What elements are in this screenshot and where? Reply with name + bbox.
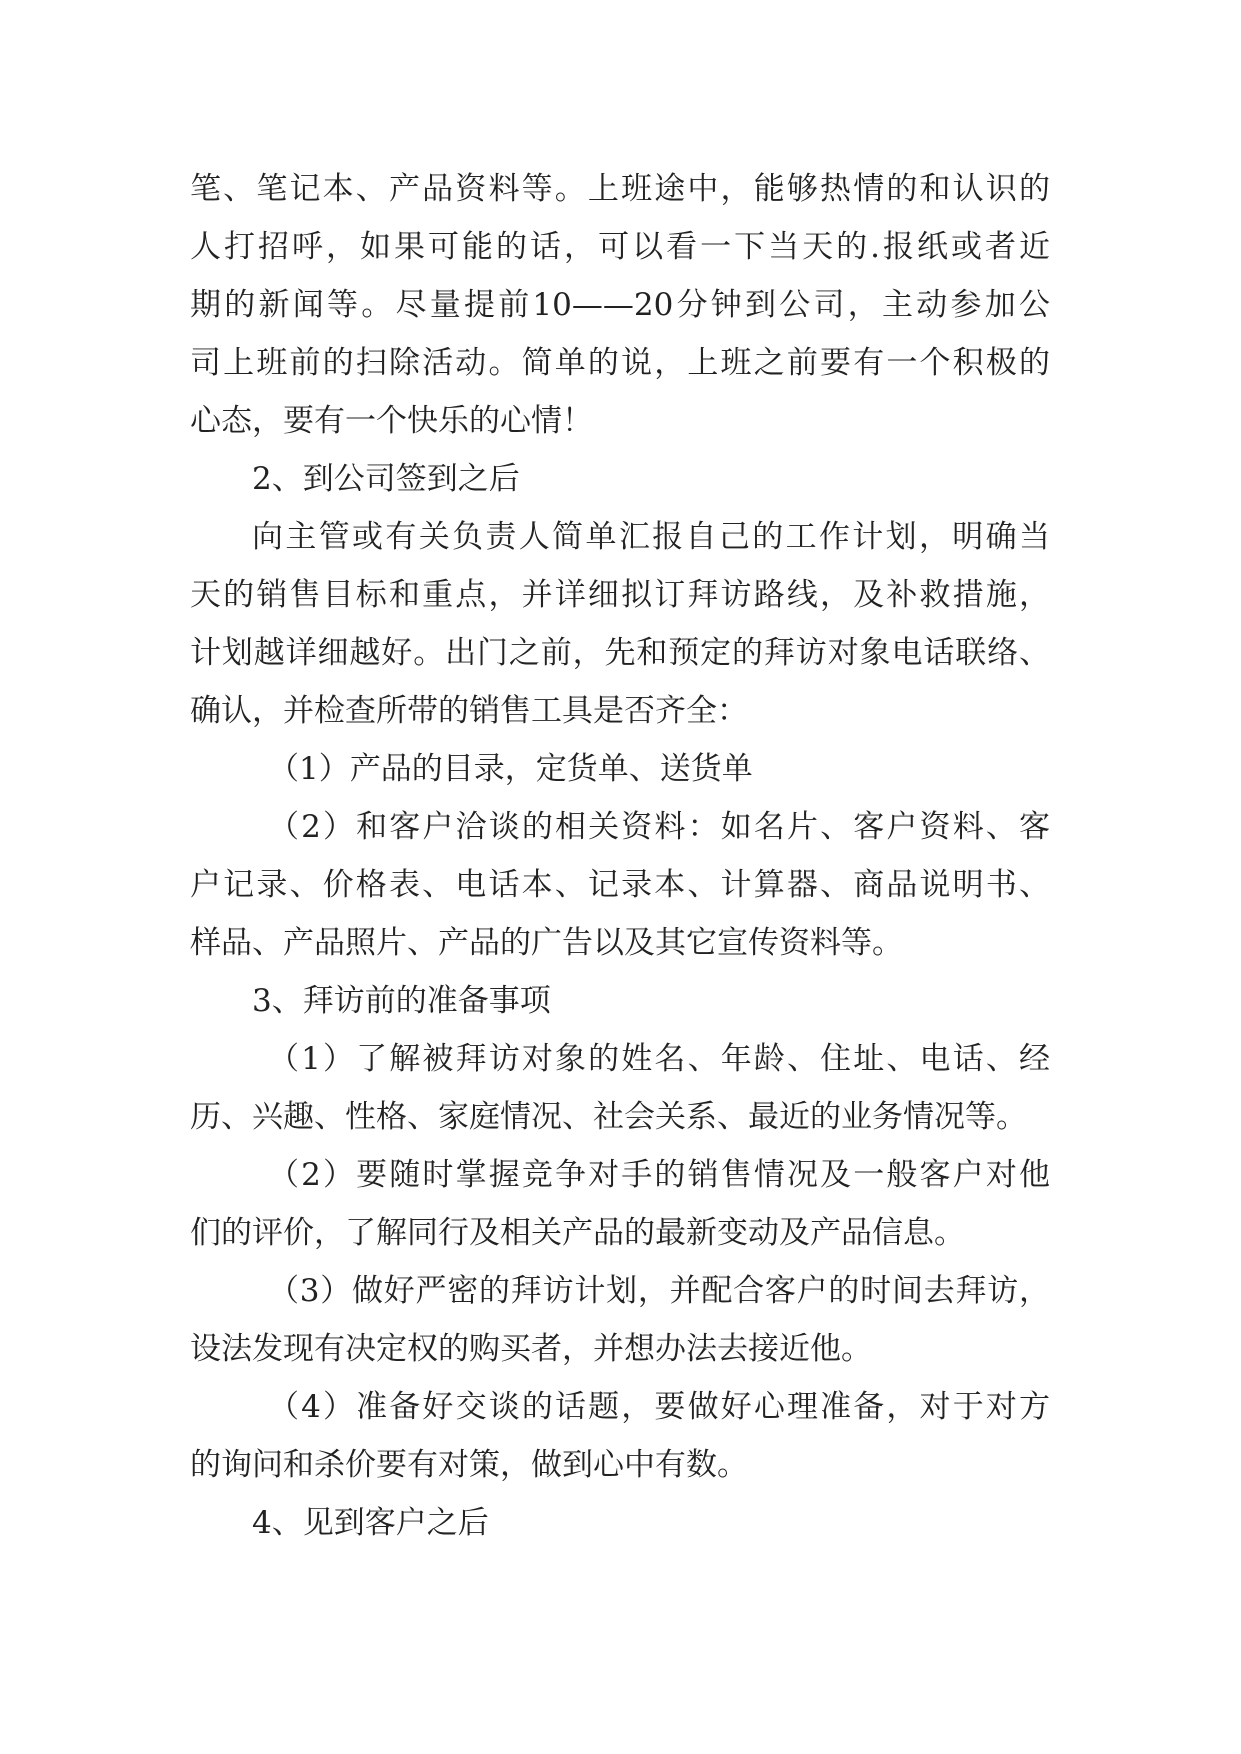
text-line: 向主管或有关负责人简单汇报自己的工作计划，明确当 <box>252 519 1050 555</box>
text-line: 计划越详细越好。出门之前，先和预定的拜访对象电话联络、 <box>190 635 1050 671</box>
text-line: （4）准备好交谈的话题，要做好心理准备，对于对方 <box>268 1389 1050 1425</box>
document-body <box>190 160 1050 1552</box>
text-line: 历、兴趣、性格、家庭情况、社会关系、最近的业务情况等。 <box>190 1099 1027 1135</box>
text-line: 3、拜访前的准备事项 <box>252 983 551 1019</box>
text-line: 确认，并检查所带的销售工具是否齐全： <box>190 693 748 729</box>
text-line: 期的新闻等。尽量提前10——20分钟到公司，主动参加公 <box>190 287 1050 323</box>
text-line: 2、到公司签到之后 <box>252 461 520 497</box>
text-line: 们的评价，了解同行及相关产品的最新变动及产品信息。 <box>190 1215 965 1251</box>
text-line: （1）了解被拜访对象的姓名、年龄、住址、电话、经 <box>268 1041 1050 1077</box>
text-line: （2）要随时掌握竞争对手的销售情况及一般客户对他 <box>268 1157 1050 1193</box>
text-line: 样品、产品照片、产品的广告以及其它宣传资料等。 <box>190 925 903 961</box>
text-line: 户记录、价格表、电话本、记录本、计算器、商品说明书、 <box>190 867 1050 903</box>
text-line: 司上班前的扫除活动。简单的说，上班之前要有一个积极的 <box>190 345 1050 381</box>
text-line: 设法发现有决定权的购买者，并想办法去接近他。 <box>190 1331 872 1367</box>
text-line: 笔、笔记本、产品资料等。上班途中，能够热情的和认识的 <box>190 171 1050 207</box>
text-line: （3）做好严密的拜访计划，并配合客户的时间去拜访， <box>268 1273 1050 1309</box>
text-line: 的询问和杀价要有对策，做到心中有数。 <box>190 1447 748 1483</box>
text-line: 心态，要有一个快乐的心情！ <box>190 403 593 439</box>
text-line: （2）和客户洽谈的相关资料：如名片、客户资料、客 <box>268 809 1050 845</box>
text-line: （1）产品的目录，定货单、送货单 <box>268 751 753 787</box>
text-line: 天的销售目标和重点，并详细拟订拜访路线，及补救措施， <box>190 577 1050 613</box>
text-line: 人打招呼，如果可能的话，可以看一下当天的.报纸或者近 <box>190 229 1050 265</box>
text-line: 4、见到客户之后 <box>252 1505 489 1541</box>
